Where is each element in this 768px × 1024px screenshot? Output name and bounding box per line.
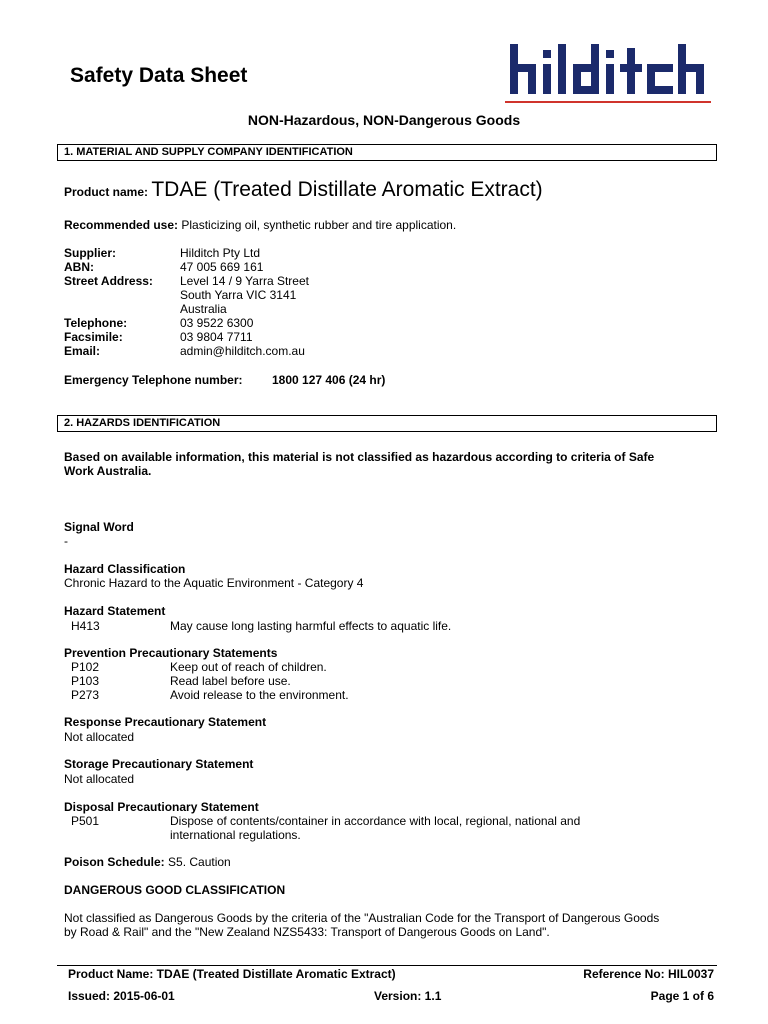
recommended-use-label: Recommended use: [64,218,182,232]
footer-divider [57,965,717,966]
facsimile-value: 03 9804 7711 [180,330,253,344]
telephone-value: 03 9522 6300 [180,316,254,330]
product-name [64,178,543,202]
section-2-heading: 2. HAZARDS IDENTIFICATION [57,415,717,432]
email-value: admin@hilditch.com.au [180,344,305,358]
product-name-label: Product name: [64,185,152,199]
abn-label: ABN: [64,260,94,274]
prevention-text: Avoid release to the environment. [170,688,349,702]
facsimile-label: Facsimile: [64,330,123,344]
hazard-classification-label: Hazard Classification [64,562,186,576]
prevention-statements-label: Prevention Precautionary Statements [64,646,278,660]
street-address-line1: Level 14 / 9 Yarra Street [180,274,309,288]
page-title: Safety Data Sheet [70,64,248,87]
street-address-line2: South Yarra VIC 3141 [180,288,297,302]
footer-issued: Issued: 2015-06-01 [68,989,175,1003]
street-address-label: Street Address: [64,274,153,288]
hazard-classification-value: Chronic Hazard to the Aquatic Environment - Category 4 [64,576,364,590]
response-statement-label: Response Precautionary Statement [64,715,267,729]
signal-word-label: Signal Word [64,520,134,534]
document-subtitle: NON-Hazardous, NON-Dangerous Goods [247,112,521,128]
prevention-text: Keep out of reach of children. [170,660,327,674]
disposal-statement-label: Disposal Precautionary Statement [64,800,259,814]
street-address-line3: Australia [180,302,227,316]
email-label: Email: [64,344,101,358]
poison-schedule-value: S5. Caution [168,855,231,869]
prevention-code: P102 [71,660,100,674]
dangerous-good-heading: DANGEROUS GOOD CLASSIFICATION [64,883,286,897]
classification-intro-line1: Based on available information, this material is not classified as hazardous according to criteria of Safe [64,450,655,464]
supplier-value: Hilditch Pty Ltd [180,246,261,260]
prevention-text: Read label before use. [170,674,291,688]
hazard-statement-text: May cause long lasting harmful effects to aquatic life. [170,619,452,633]
hazard-statement-label: Hazard Statement [64,604,166,618]
response-statement-value: Not allocated [64,730,135,744]
telephone-label: Telephone: [64,316,128,330]
footer-product-name: Product Name: TDAE (Treated Distillate Aromatic Extract) [68,967,396,981]
footer-reference: Reference No: HIL0037 [583,967,714,981]
product-name-value: TDAE (Treated Distillate Aromatic Extract) [151,178,543,201]
footer-version: Version: 1.1 [374,989,442,1003]
hilditch-logo [505,40,711,106]
recommended-use-value: Plasticizing oil, synthetic rubber and tire application. [181,218,457,232]
classification-intro-line2: Work Australia. [64,464,152,478]
prevention-code: P103 [71,674,100,688]
abn-value: 47 005 669 161 [180,260,264,274]
supplier-label: Supplier: [64,246,117,260]
section-1-heading: 1. MATERIAL AND SUPPLY COMPANY IDENTIFICATION [57,144,717,161]
dangerous-good-text-line1: Not classified as Dangerous Goods by the criteria of the "Australian Code for the Transport of Dangerous Goods [64,911,660,925]
dangerous-good-text-line2: by Road & Rail" and the "New Zealand NZS5433: Transport of Dangerous Goods on Land". [64,925,550,939]
hazard-statement-code: H413 [71,619,100,633]
storage-statement-label: Storage Precautionary Statement [64,757,254,771]
prevention-code: P273 [71,688,100,702]
signal-word-value: - [64,534,68,548]
disposal-text-line2: international regulations. [170,828,301,842]
disposal-text-line1: Dispose of contents/container in accordance with local, regional, national and [170,814,581,828]
recommended-use [64,218,456,232]
emergency-telephone-label: Emergency Telephone number: [64,373,243,387]
emergency-telephone-value: 1800 127 406 (24 hr) [272,373,386,387]
poison-schedule [64,855,231,869]
disposal-code: P501 [71,814,100,828]
poison-schedule-label: Poison Schedule: [64,855,169,869]
storage-statement-value: Not allocated [64,772,135,786]
footer-page-number: Page 1 of 6 [650,989,714,1003]
